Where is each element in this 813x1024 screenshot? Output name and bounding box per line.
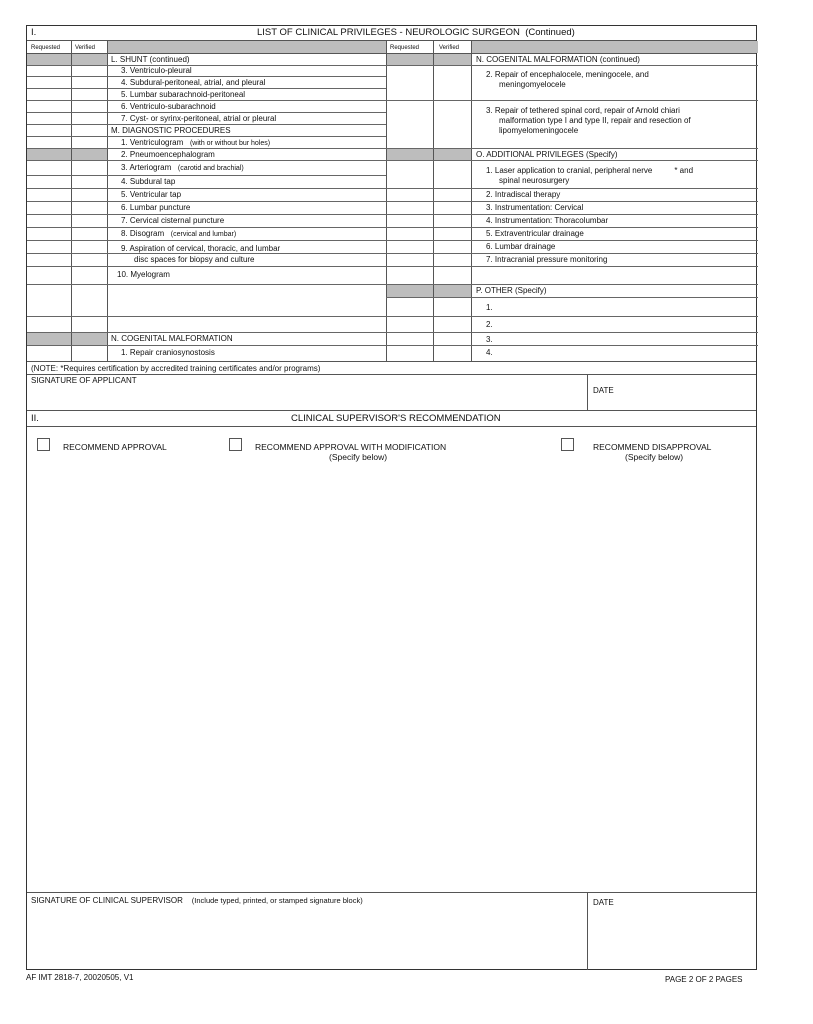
right-row-text: 2. — [486, 320, 493, 329]
left-row-text: 4. Subdural-peritoneal, atrial, and pleural — [121, 78, 266, 87]
right-row-text: O. ADDITIONAL PRIVILEGES (Specify) — [476, 150, 618, 159]
recommend-approval-modification-checkbox[interactable] — [229, 438, 242, 451]
right-row-text: 3. Repair of tethered spinal cord, repair of Arnold chiari — [486, 106, 680, 115]
left-row-text: 7. Cervical cisternal puncture — [121, 216, 225, 225]
col-verified-left: Verified — [75, 45, 96, 51]
supervisor-signature-label-text: SIGNATURE OF CLINICAL SUPERVISOR — [31, 896, 183, 905]
supervisor-signature-field[interactable] — [29, 910, 581, 968]
right-row-text-line2: spinal neurosurgery — [499, 176, 570, 185]
right-row-text-line2: malformation type I and type II, repair and resection of — [499, 116, 691, 125]
left-row-text: L. SHUNT (continued) — [111, 55, 190, 64]
left-row-label: 3. Arteriogram — [121, 163, 172, 172]
col-verified-right: Verified — [439, 45, 460, 51]
left-row-text: M. DIAGNOSTIC PROCEDURES — [111, 126, 231, 135]
left-row-note: (with or without bur holes) — [189, 140, 271, 147]
form-identifier: AF IMT 2818-7, 20020505, V1 — [26, 973, 134, 982]
left-row-text: N. COGENITAL MALFORMATION — [111, 334, 233, 343]
left-row-text: 4. Subdural tap — [121, 177, 176, 186]
section-1-title-text: LIST OF CLINICAL PRIVILEGES - NEUROLOGIC SURGEON — [257, 27, 520, 38]
right-row-star: * and — [674, 166, 694, 175]
left-row-text: 7. Cyst- or syrinx-peritoneal, atrial or pleural — [121, 114, 277, 123]
right-row-text: 3. — [486, 335, 493, 344]
left-row-note: (cervical and lumbar) — [170, 231, 237, 238]
left-row-text — [121, 229, 236, 240]
right-row-label: 1. Laser application to cranial, peripheral nerve — [486, 166, 653, 175]
left-row-text: 1. Repair craniosynostosis — [121, 348, 215, 357]
supervisor-date-field[interactable] — [591, 910, 753, 968]
right-row-text: N. COGENITAL MALFORMATION (continued) — [476, 55, 640, 64]
left-row-text: 3. Ventriculo-pleural — [121, 66, 192, 75]
applicant-date-field[interactable] — [591, 396, 753, 409]
section-2-number: II. — [31, 413, 39, 424]
right-row-text: 5. Extraventricular drainage — [486, 229, 584, 238]
recommend-disapproval-sub: (Specify below) — [625, 452, 684, 462]
right-row-text: 7. Intracranial pressure monitoring — [486, 255, 608, 264]
section-2-title: CLINICAL SUPERVISOR'S RECOMMENDATION — [291, 413, 501, 424]
recommend-disapproval-label: RECOMMEND DISAPPROVAL — [593, 442, 712, 452]
right-row-text: 6. Lumbar drainage — [486, 242, 556, 251]
certification-note: (NOTE: *Requires certification by accredited training certificates and/or programs) — [31, 364, 321, 373]
section-1-title — [257, 28, 575, 38]
right-row-text — [486, 166, 693, 176]
left-row-text: 5. Lumbar subarachnoid-peritoneal — [121, 90, 246, 99]
left-row-note: (carotid and brachial) — [177, 165, 244, 172]
left-row-text: 10. Myelogram — [117, 270, 170, 279]
right-row-text-line2: meningomyelocele — [499, 80, 566, 89]
page-number: PAGE 2 OF 2 PAGES — [665, 975, 743, 984]
right-row-text: 3. Instrumentation: Cervical — [486, 203, 584, 212]
applicant-date-label: DATE — [593, 386, 614, 395]
col-requested-right: Requested — [390, 45, 420, 51]
applicant-signature-label: SIGNATURE OF APPLICANT — [31, 376, 137, 385]
privileges-form — [26, 25, 757, 970]
right-row-text: 2. Intradiscal therapy — [486, 190, 561, 199]
right-row-text: 1. — [486, 303, 493, 312]
supervisor-date-label: DATE — [593, 898, 614, 907]
left-row-label: 1. Ventriculogram — [121, 138, 184, 147]
section-1-number: I. — [31, 27, 37, 38]
left-row-text-line2: disc spaces for biopsy and culture — [134, 255, 255, 264]
supervisor-signature-note: (Include typed, printed, or stamped signature block) — [191, 896, 363, 905]
left-row-text: 9. Aspiration of cervical, thoracic, and lumbar — [121, 244, 281, 253]
right-row-text: 4. Instrumentation: Thoracolumbar — [486, 216, 609, 225]
recommend-approval-checkbox[interactable] — [37, 438, 50, 451]
recommend-approval-label: RECOMMEND APPROVAL — [63, 442, 167, 452]
right-row-text-line3: lipomyelomeningocele — [499, 126, 579, 135]
left-row-text: 2. Pneumoencephalogram — [121, 150, 215, 159]
recommend-disapproval-checkbox[interactable] — [561, 438, 574, 451]
left-row-text: 5. Ventricular tap — [121, 190, 182, 199]
left-row-label: 8. Disogram — [121, 229, 165, 238]
left-row-text — [121, 138, 270, 149]
left-row-text: 6. Ventriculo-subarachnoid — [121, 102, 216, 111]
col-requested-left: Requested — [31, 45, 61, 51]
right-row-text: P. OTHER (Specify) — [476, 286, 547, 295]
left-row-text — [121, 163, 244, 174]
section-1-title-suffix: (Continued) — [525, 27, 575, 38]
applicant-signature-field[interactable] — [29, 388, 581, 408]
supervisor-signature-label — [31, 896, 363, 906]
recommendation-remarks-area[interactable] — [33, 472, 751, 888]
recommend-approval-modification-sub: (Specify below) — [329, 452, 388, 462]
recommend-approval-modification-label: RECOMMEND APPROVAL WITH MODIFICATION — [255, 442, 447, 452]
right-row-text: 2. Repair of encephalocele, meningocele, and — [486, 70, 649, 79]
left-row-text: 6. Lumbar puncture — [121, 203, 191, 212]
right-row-text: 4. — [486, 348, 493, 357]
